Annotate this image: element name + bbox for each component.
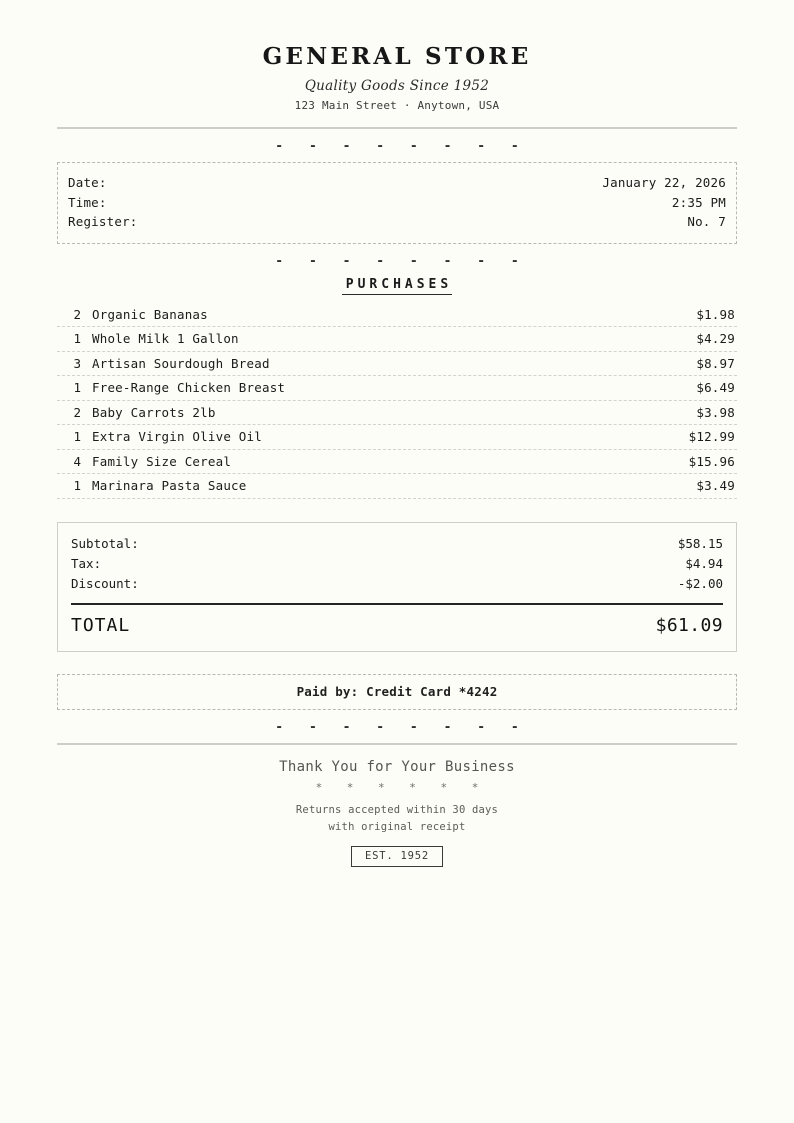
item-price: $4.29: [696, 331, 735, 347]
item-price: $8.97: [696, 355, 735, 371]
item-quantity: 4: [73, 453, 81, 469]
store-name: GENERAL STORE: [262, 43, 532, 70]
item-quantity: 1: [73, 429, 81, 445]
info-row-time: [68, 193, 726, 213]
item-price: $3.49: [696, 478, 735, 494]
item-price: $12.99: [688, 429, 735, 445]
tax-label: Tax:: [71, 555, 102, 571]
purchase-item-row: [57, 425, 737, 450]
item-name: Marinara Pasta Sauce: [92, 478, 247, 494]
grand-total-label: TOTAL: [71, 614, 131, 636]
item-quantity: 1: [73, 478, 81, 494]
purchase-item-row: [57, 474, 737, 499]
subtotal-label: Subtotal:: [71, 535, 139, 551]
totals-row-tax: [71, 554, 723, 574]
returns-policy-line2: with original receipt: [328, 820, 466, 833]
item-quantity: 1: [73, 380, 81, 396]
item-name: Free-Range Chicken Breast: [92, 380, 286, 396]
date-label: Date:: [68, 175, 107, 191]
store-address: 123 Main Street · Anytown, USA: [294, 99, 500, 113]
tax-value: $4.94: [685, 555, 723, 571]
receipt: [57, 0, 737, 867]
discount-label: Discount:: [71, 575, 139, 591]
grand-total-divider: [71, 603, 723, 605]
date-value: January 22, 2026: [602, 175, 726, 191]
store-tagline: Quality Goods Since 1952: [304, 78, 490, 95]
totals-box: [57, 522, 737, 652]
returns-policy-line1: Returns accepted within 30 days: [295, 803, 499, 816]
receipt-footer: [57, 745, 737, 867]
item-price: $3.98: [696, 404, 735, 420]
totals-row-subtotal: [71, 534, 723, 554]
register-value: No. 7: [687, 214, 726, 230]
item-quantity: 1: [73, 331, 81, 347]
item-name: Family Size Cereal: [92, 453, 232, 469]
item-quantity: 2: [73, 306, 81, 322]
discount-value: -$2.00: [677, 575, 723, 591]
purchase-item-row: [57, 352, 737, 377]
info-row-date: [68, 173, 726, 193]
register-label: Register:: [68, 214, 138, 230]
purchase-item-row: [57, 401, 737, 426]
purchase-items-list: [57, 303, 737, 499]
totals-row-discount: [71, 574, 723, 594]
item-price: $1.98: [696, 306, 735, 322]
info-row-register: [68, 212, 726, 232]
time-label: Time:: [68, 194, 107, 210]
subtotal-value: $58.15: [677, 535, 723, 551]
purchase-item-row: [57, 376, 737, 401]
item-name: Organic Bananas: [92, 306, 208, 322]
thank-you-message: Thank You for Your Business: [279, 758, 515, 775]
time-value: 2:35 PM: [671, 194, 726, 210]
item-name: Artisan Sourdough Bread: [92, 355, 270, 371]
purchase-item-row: [57, 327, 737, 352]
dash-separator-top: - - - - - - - -: [275, 139, 528, 155]
purchases-title: PURCHASES: [342, 277, 452, 295]
item-name: Extra Virgin Olive Oil: [92, 429, 262, 445]
item-quantity: 2: [73, 404, 81, 420]
receipt-header: [57, 44, 737, 112]
star-separator: * * * * * *: [315, 780, 488, 794]
item-name: Whole Milk 1 Gallon: [92, 331, 239, 347]
dash-separator-purchases: - - - - - - - -: [275, 253, 528, 269]
transaction-info-box: [57, 162, 737, 244]
item-quantity: 3: [73, 355, 81, 371]
payment-method-box: Paid by: Credit Card *4242: [57, 674, 737, 710]
item-price: $15.96: [688, 453, 735, 469]
item-name: Baby Carrots 2lb: [92, 404, 216, 420]
established-badge: EST. 1952: [351, 846, 443, 867]
item-price: $6.49: [696, 380, 735, 396]
purchase-item-row: [57, 303, 737, 328]
dash-separator-footer: - - - - - - - -: [275, 719, 528, 735]
totals-row-grand: [71, 613, 723, 639]
purchase-item-row: [57, 450, 737, 475]
grand-total-value: $61.09: [655, 614, 723, 636]
